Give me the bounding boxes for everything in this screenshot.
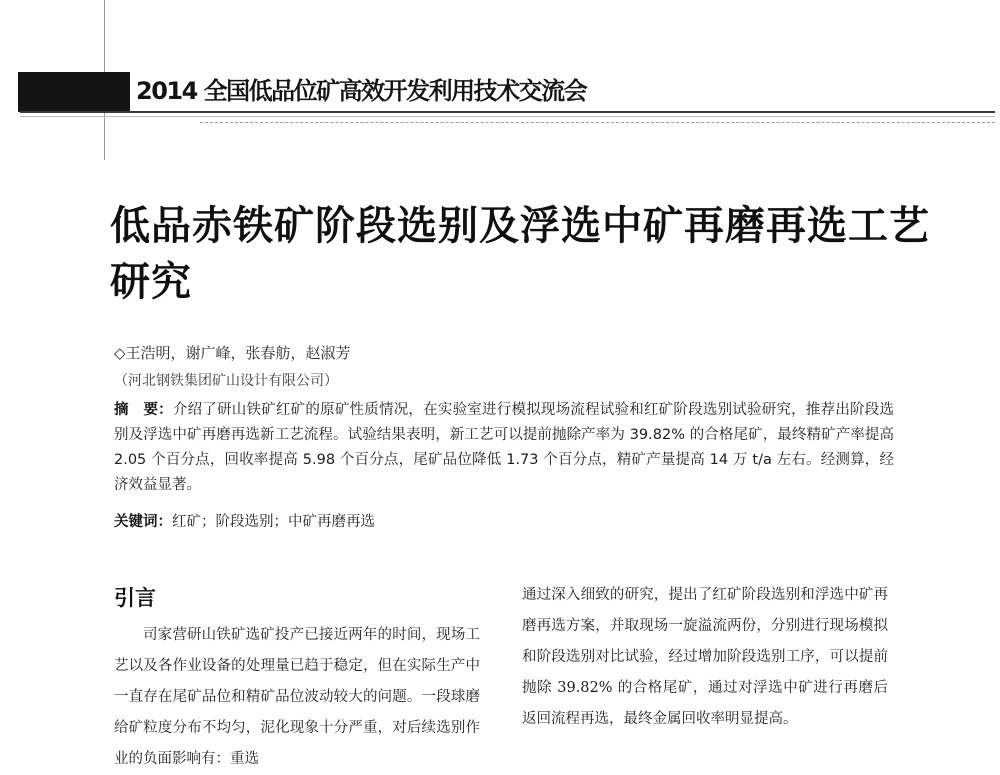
- affiliation: （河北钢铁集团矿山设计有限公司）: [114, 373, 338, 389]
- abstract-text: 介绍了研山铁矿红矿的原矿性质情况，在实验室进行模拟现场流程试验和红矿阶段选别试验研究，推荐出阶段选别及浮选中矿再磨再选新工艺流程。试验结果表明，新工艺可以提前抛除产率为 39.82% 的合格尾矿，最终精矿产率提高 2.05 个百分点，回收率提高 5.98 个百分点，尾矿品位降低 1.73 个百分点，精矿产量提高 14 万 t/a 左右。经测算，经济效益显著。: [114, 402, 895, 493]
- abstract: [114, 398, 894, 498]
- abstract-label: 摘 要：: [114, 402, 173, 418]
- header-rule-dashed: [200, 122, 995, 123]
- keywords: [114, 510, 375, 535]
- section-heading-introduction: 引言: [114, 585, 156, 610]
- body-right-column: 通过深入细致的研究，提出了红矿阶段选别和浮选中矿再磨再选方案，并取现场一旋溢流两份，分别进行现场模拟和阶段选别对比试验，经过增加阶段选别工序，可以提前抛除 39.82% 的合格尾矿，通过对浮选中矿进行再磨后返回流程再选，最终金属回收率明显提高。: [522, 587, 888, 727]
- header-rule: [20, 111, 995, 113]
- keywords-text: 红矿；阶段选别；中矿再磨再选: [172, 514, 375, 530]
- keywords-label: 关键词：: [114, 514, 172, 530]
- conference-header: 2014 全国低品位矿高效开发利用技术交流会: [136, 77, 587, 105]
- body-left-column: 司家营研山铁矿选矿投产已接近两年的时间，现场工艺以及各作业设备的处理量已趋于稳定，但在实际生产中一直存在尾矿品位和精矿品位波动较大的问题。一段球磨给矿粒度分布不均匀，泥化现象十分严重，对后续选别作业的负面影响有：重选: [114, 627, 480, 767]
- authors: ◇王浩明，谢广峰，张春舫，赵淑芳: [114, 344, 351, 362]
- paper-title: 低品赤铁矿阶段选别及浮选中矿再磨再选工艺研究: [110, 203, 930, 305]
- header-rule-thin: [20, 116, 995, 117]
- header-black-bar: [18, 72, 130, 112]
